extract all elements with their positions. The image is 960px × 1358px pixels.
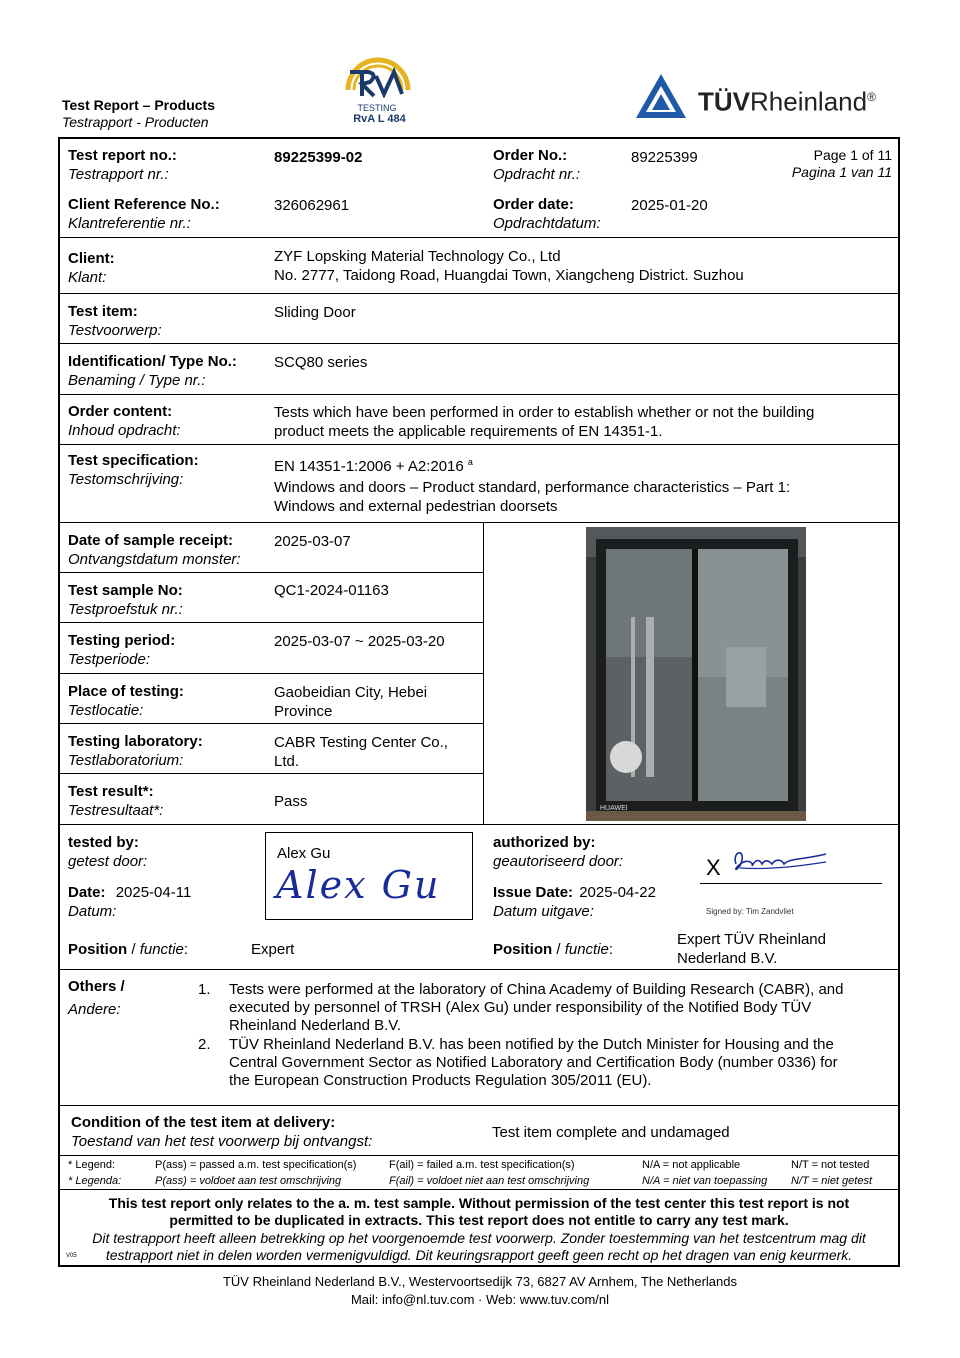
others-item-2-num: 2.: [198, 1036, 211, 1053]
page-indicator-nl: Pagina 1 van 11: [791, 164, 892, 180]
period-label: Testing period:: [68, 632, 176, 649]
client-ref-label-nl: Klantreferentie nr.:: [68, 215, 191, 232]
others-item-2-line3: the European Construction Products Regulation 305/2011 (EU).: [229, 1072, 652, 1089]
legend-nl-title: * Legenda:: [68, 1175, 122, 1187]
receipt-label-nl: Ontvangstdatum monster:: [68, 551, 241, 568]
version-label: V05: [66, 1253, 77, 1259]
disclaimer-en-line1: This test report only relates to the a. m. test sample. Without permission of the test center this test report is not: [108, 1195, 850, 1211]
test-spec-standard: [274, 453, 473, 476]
condition-value: Test item complete and undamaged: [492, 1124, 730, 1141]
identification-label: Identification/ Type No.:: [68, 353, 237, 370]
auth-position-label-nl: functie: [564, 941, 609, 958]
rva-number-label: RvA L 484: [353, 113, 406, 125]
result-label: Test result*:: [68, 783, 154, 800]
issue-date-label: Issue Date:: [493, 884, 574, 901]
tuv-rheinland-logo: [634, 70, 914, 122]
tester-signature-box: [265, 832, 473, 920]
order-no-value: 89225399: [631, 149, 698, 166]
tuv-logo-regular: Rheinland: [750, 86, 868, 117]
client-address: No. 2777, Taidong Road, Huangdai Town, Xiangcheng District. Suzhou: [274, 267, 744, 284]
position-label: Position: [68, 941, 128, 958]
test-spec-label-nl: Testomschrijving:: [68, 471, 184, 488]
auth-position-label: Position: [493, 941, 553, 958]
footer-address: TÜV Rheinland Nederland B.V., Westervoortsedijk 73, 6827 AV Arnhem, The Netherlands: [222, 1274, 738, 1289]
test-spec-superscript: a: [467, 457, 473, 467]
test-spec-label: Test specification:: [68, 452, 199, 469]
client-label-nl: Klant:: [68, 269, 107, 286]
sample-no-value: QC1-2024-01163: [274, 582, 389, 599]
sample-photo: [586, 527, 806, 821]
legend-nl-na: N/A = niet van toepassing: [642, 1175, 768, 1187]
tester-name: Alex Gu: [277, 845, 331, 862]
others-item-2-line1: TÜV Rheinland Nederland B.V. has been notified by the Dutch Minister for Housing and the: [229, 1036, 834, 1053]
identification-label-nl: Benaming / Type nr.:: [68, 372, 206, 389]
result-label-nl: Testresultaat*:: [68, 802, 164, 819]
condition-label: Condition of the test item at delivery:: [71, 1114, 336, 1131]
sample-no-label: Test sample No:: [68, 582, 183, 599]
identification-value: SCQ80 series: [274, 354, 368, 371]
period-label-nl: Testperiode:: [68, 651, 151, 668]
test-item-value: Sliding Door: [274, 304, 356, 321]
place-line2: Province: [274, 703, 333, 720]
disclaimer-en-line2: permitted to be duplicated in extracts. This test report does not entitle to carry any test mark.: [169, 1212, 789, 1228]
others-item-1-line2: executed by personnel of TRSH (Alex Gu) under responsibility of the Notified Body TÜV: [229, 999, 812, 1016]
report-no-value: 89225399-02: [274, 149, 363, 166]
test-spec-line1: Windows and doors – Product standard, performance characteristics – Part 1:: [274, 479, 791, 496]
others-label: Others /: [68, 978, 125, 995]
period-value: 2025-03-07 ~ 2025-03-20: [274, 633, 445, 650]
place-line1: Gaobeidian City, Hebei: [274, 684, 428, 701]
date-label-nl: Datum:: [68, 903, 117, 920]
legend-en-fail: F(ail) = failed a.m. test specification(s): [389, 1159, 575, 1171]
lab-line2: Ltd.: [274, 753, 300, 770]
others-item-1-num: 1.: [198, 981, 211, 998]
footer-contact: Mail: info@nl.tuv.com · Web: www.tuv.com/nl: [350, 1292, 610, 1307]
legend-nl-nt: N/T = niet getest: [791, 1175, 873, 1187]
issue-date-label-nl: Datum uitgave:: [493, 903, 594, 920]
lab-line1: CABR Testing Center Co.,: [274, 734, 448, 751]
test-spec-standard-text: EN 14351-1:2006 + A2:2016: [274, 458, 464, 475]
client-name: ZYF Lopsking Material Technology Co., Ltd: [274, 248, 561, 265]
date-value: 2025-04-11: [115, 884, 192, 901]
lab-label-nl: Testlaboratorium:: [68, 752, 184, 769]
date-label: Date:: [68, 884, 106, 901]
tester-signature: Alex Gu: [276, 863, 441, 907]
others-item-1-line1: Tests were performed at the laboratory of China Academy of Building Research (CABR), and: [229, 981, 844, 998]
order-content-label-nl: Inhoud opdracht:: [68, 422, 181, 439]
sliding-door-image: [586, 527, 806, 821]
condition-label-nl: Toestand van het test voorwerp bij ontvangst:: [71, 1133, 373, 1150]
result-value: Pass: [274, 793, 308, 810]
place-label: Place of testing:: [68, 683, 184, 700]
authorized-by-label: authorized by:: [493, 834, 596, 851]
report-no-label: Test report no.:: [68, 147, 177, 164]
legend-nl-pass: P(ass) = voldoet aan test omschrijving: [155, 1175, 342, 1187]
order-date-label-nl: Opdrachtdatum:: [493, 215, 601, 232]
tuv-logo-bold: TÜV: [698, 86, 750, 117]
doc-title: Test Report – Products: [62, 97, 215, 113]
legend-nl-fail: F(ail) = voldoet niet aan test omschrijving: [389, 1175, 590, 1187]
tuv-triangle-icon: [634, 72, 688, 120]
receipt-value: 2025-03-07: [274, 533, 351, 550]
sample-no-label-nl: Testproefstuk nr.:: [68, 601, 183, 618]
authorized-by-label-nl: geautoriseerd door:: [493, 853, 624, 870]
legend-en-title: * Legend:: [68, 1159, 116, 1171]
rva-logo: [340, 50, 415, 128]
order-no-label: Order No.:: [493, 147, 568, 164]
order-no-label-nl: Opdracht nr.:: [493, 166, 580, 183]
signature-x-mark: X: [706, 855, 721, 880]
disclaimer-nl-line1: Dit testrapport heeft alleen betrekking op het voorgenoemde test voorwerp. Zonder toestemming van het testcentrum mag dit: [92, 1230, 866, 1246]
client-ref-value: 326062961: [274, 197, 350, 214]
issue-date-value: 2025-04-22: [579, 884, 656, 901]
receipt-label: Date of sample receipt:: [68, 532, 234, 549]
digital-signature: [700, 842, 882, 920]
disclaimer-nl-line2: testrapport niet in delen worden vermenigvuldigd. Dit keuringsrapport geeft geen recht op het dragen van enig keurmerk.: [105, 1247, 853, 1263]
photo-watermark: HUAWEI: [600, 805, 628, 812]
others-item-1-line3: Rheinland Nederland B.V.: [229, 1017, 402, 1034]
auth-position-line1: Expert TÜV Rheinland: [677, 931, 826, 948]
position-label-nl: functie: [139, 941, 184, 958]
auth-position-line2: Nederland B.V.: [677, 950, 778, 967]
page-indicator: Page 1 of 11: [813, 147, 892, 163]
client-ref-label: Client Reference No.:: [68, 196, 220, 213]
tuv-reg-mark: ®: [867, 90, 876, 104]
order-date-value: 2025-01-20: [631, 197, 708, 214]
rva-testing-label: TESTING: [357, 103, 397, 113]
others-label-nl: Andere: [68, 1001, 117, 1018]
test-item-label: Test item:: [68, 303, 138, 320]
order-date-label: Order date:: [493, 196, 574, 213]
lab-label: Testing laboratory:: [68, 733, 203, 750]
legend-en-pass: P(ass) = passed a.m. test specification(s): [155, 1159, 357, 1171]
doc-title-nl: Testrapport - Producten: [62, 114, 209, 130]
report-no-label-nl: Testrapport nr.:: [68, 166, 169, 183]
test-item-label-nl: Testvoorwerp:: [68, 322, 162, 339]
others-item-2-line2: Central Government Sector as Notified Laboratory and Certification Body (number 0336) for: [229, 1054, 838, 1071]
legend-en-na: N/A = not applicable: [642, 1159, 741, 1171]
order-content-label: Order content:: [68, 403, 173, 420]
position-value: Expert: [251, 941, 295, 958]
client-label: Client:: [68, 250, 115, 267]
tested-by-label-nl: getest door:: [68, 853, 148, 870]
place-label-nl: Testlocatie:: [68, 702, 144, 719]
order-content-line1: Tests which have been performed in order to establish whether or not the building: [274, 404, 815, 421]
legend-en-nt: N/T = not tested: [791, 1159, 870, 1171]
order-content-line2: product meets the applicable requirements of EN 14351-1.: [274, 423, 663, 440]
authorizer-signature-icon: [730, 844, 830, 878]
tested-by-label: tested by:: [68, 834, 139, 851]
signed-by-label: Signed by: Tim Zandvliet: [706, 907, 794, 916]
test-spec-line2: Windows and external pedestrian doorsets: [274, 498, 558, 515]
